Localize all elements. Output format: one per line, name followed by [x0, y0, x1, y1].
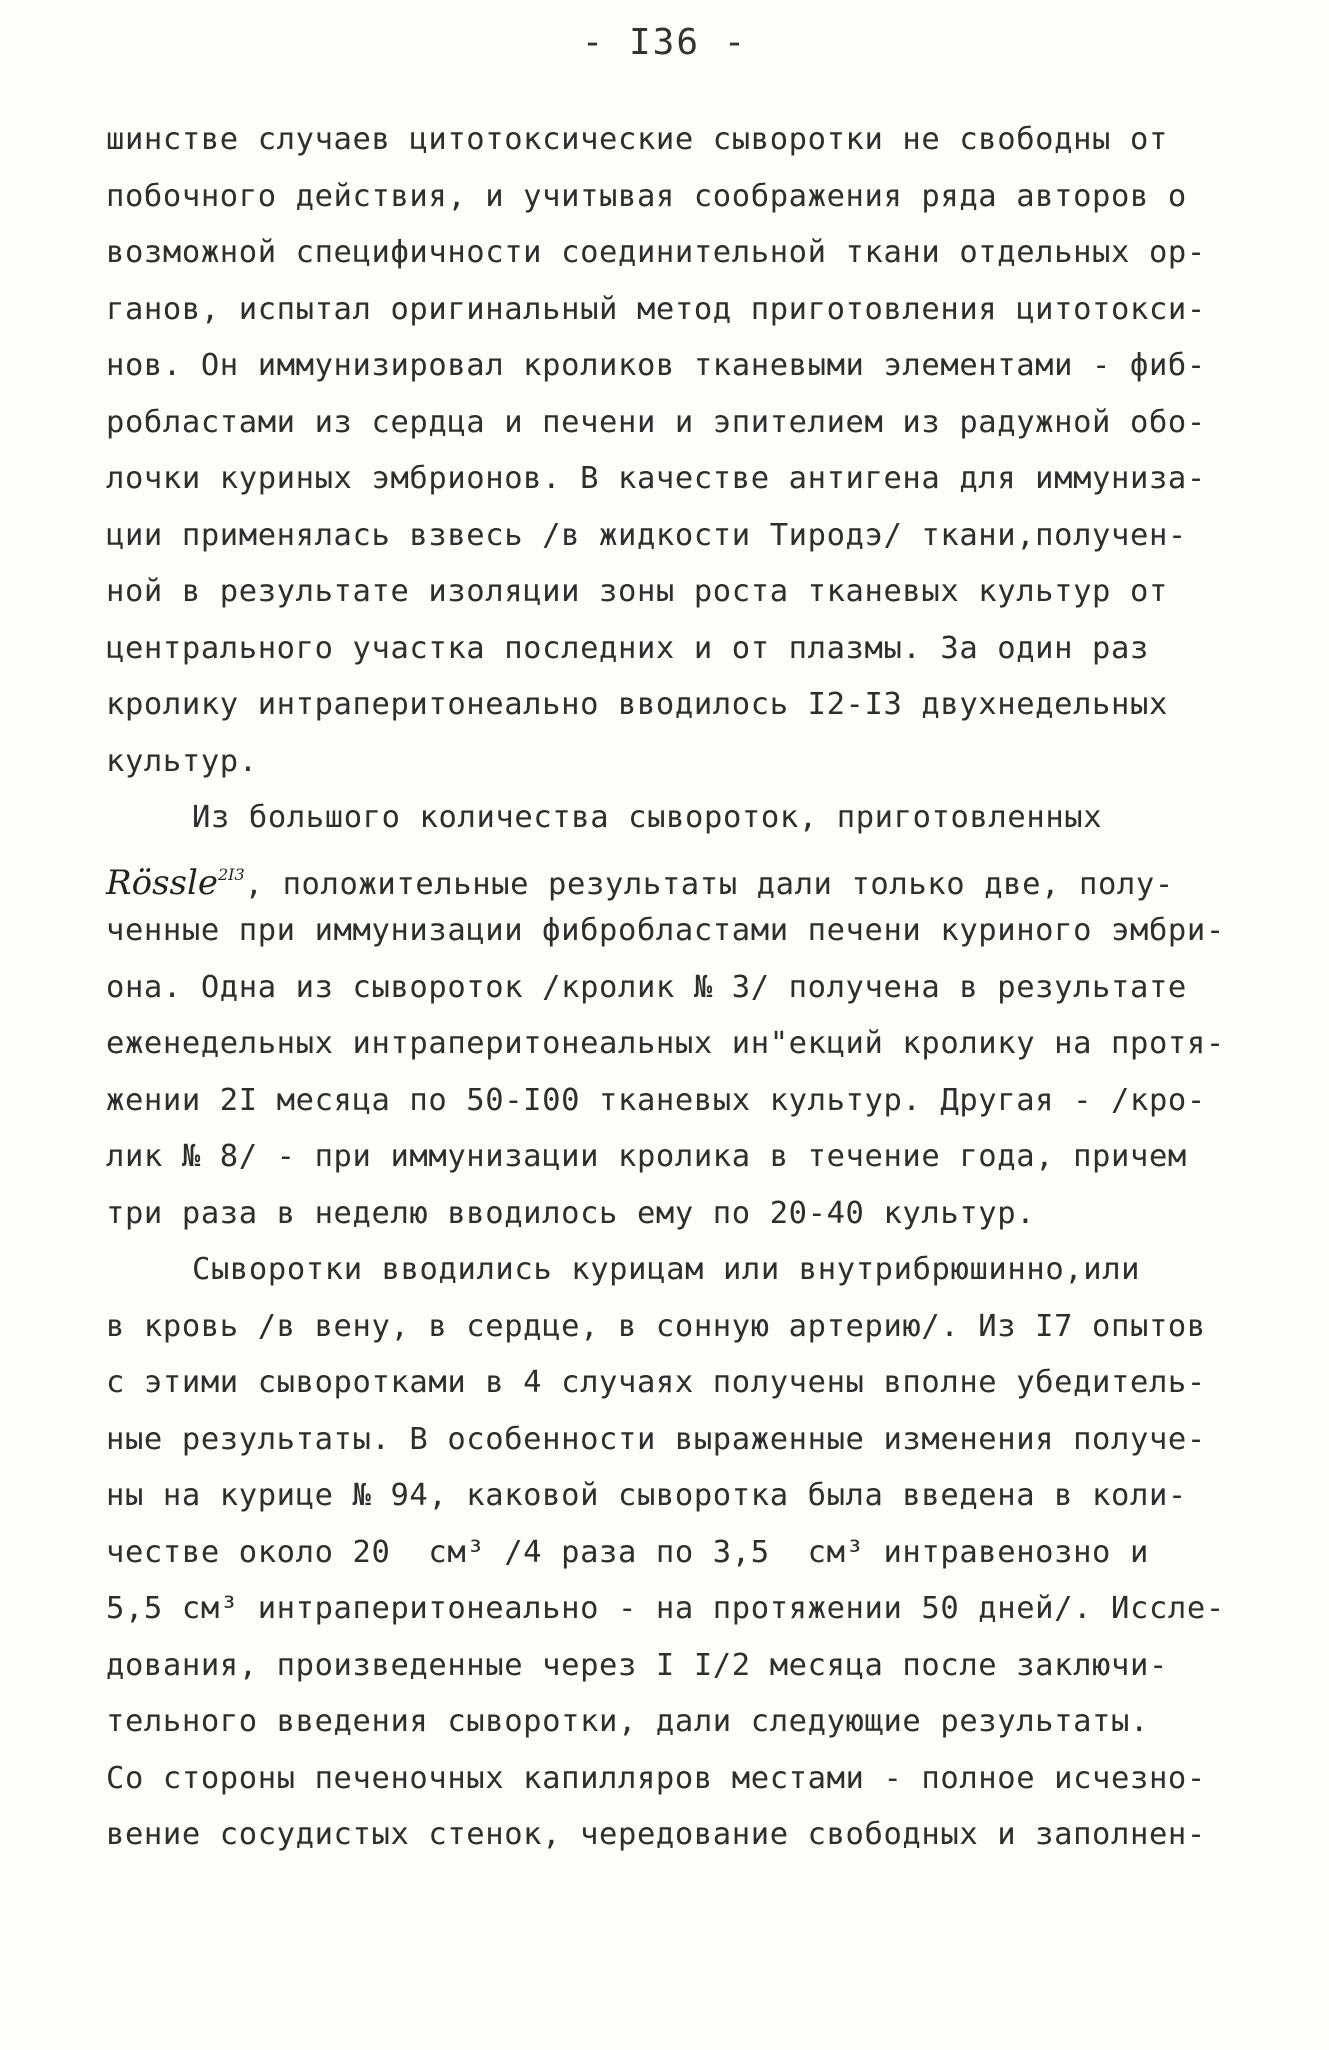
text-line: дования, произведенные через I I/2 месяца после заключи-	[106, 1647, 1168, 1683]
text-line: ной в результате изоляции зоны роста тканевых культур от	[106, 574, 1168, 609]
text-line: лик № 8/ - при иммунизации кролика в течение года, причем	[106, 1139, 1187, 1174]
text-line: нов. Он иммунизировал кроликов тканевыми элементами - фиб-	[106, 348, 1206, 383]
text-line: честве около 20 см³ /4 раза по 3,5 см³ интравенозно и	[106, 1534, 1149, 1570]
text-line: 5,5 см³ интраперитонеально - на протяжении 50 дней/. Иссле-	[106, 1591, 1225, 1626]
text-line: робластами из сердца и печени и эпителием из радужной обо-	[106, 404, 1206, 440]
text-line: ченные при иммунизации фибробластами печени куриного эмбри-	[106, 913, 1225, 948]
page-number: - I36 -	[581, 22, 748, 63]
text-line: три раза в неделю вводилось ему по 20-40 культур.	[106, 1195, 1036, 1231]
text-line: побочного действия, и учитывая соображения ряда авторов о	[106, 178, 1187, 214]
body-text	[106, 112, 1286, 1864]
text-line: она. Одна из сывороток /кролик № 3/ получена в результате	[106, 969, 1187, 1005]
citation-line-text: , положительные результаты дали только две, полу-	[244, 866, 1174, 902]
text-line: жении 2I месяца по 50-I00 тканевых культур. Другая - /кро-	[106, 1082, 1206, 1118]
text-line: вение сосудистых стенок, чередование свободных и заполнен-	[106, 1817, 1206, 1852]
text-line: Со стороны печеночных капилляров местами - полное исчезно-	[106, 1760, 1206, 1796]
text-line: ции применялась взвесь /в жидкости Тиродэ/ ткани,получен-	[106, 517, 1187, 553]
text-line: с этими сыворотками в 4 случаях получены вполне убедитель-	[106, 1365, 1206, 1400]
author-name: Rössle	[106, 862, 218, 903]
text-line: ганов, испытал оригинальный метод приготовления цитотокси-	[106, 291, 1206, 327]
text-line: лочки куриных эмбрионов. В качестве антигена для иммуниза-	[106, 461, 1206, 496]
paragraph-start-line: Из большого количества сывороток, приготовленных	[192, 800, 1103, 835]
text-line: шинстве случаев цитотоксические сыворотки не свободны от	[106, 122, 1168, 157]
text-line: тельного введения сыворотки, дали следующие результаты.	[106, 1704, 1149, 1739]
text-line: культур.	[106, 743, 258, 779]
text-line: ные результаты. В особенности выраженные изменения получе-	[106, 1421, 1206, 1457]
text-line: в кровь /в вену, в сердце, в сонную артерию/. Из I7 опытов	[106, 1308, 1206, 1344]
text-line: центрального участка последних и от плазмы. За один раз	[106, 630, 1149, 666]
text-line: еженедельных интраперитонеальных ин"екций кролику на протя-	[106, 1026, 1225, 1061]
author-signature	[106, 863, 245, 903]
text-line: возможной специфичности соединительной ткани отдельных ор-	[106, 235, 1206, 270]
paragraph-start-line: Сыворотки вводились курицам или внутрибрюшинно,или	[192, 1252, 1141, 1287]
text-line: кролику интраперитонеально вводилось I2-I3 двухнедельных	[106, 687, 1168, 722]
citation-line	[106, 847, 1286, 904]
text-line: ны на курице № 94, каковой сыворотка была введена в коли-	[106, 1478, 1187, 1513]
reference-number: 2I3	[217, 864, 245, 884]
